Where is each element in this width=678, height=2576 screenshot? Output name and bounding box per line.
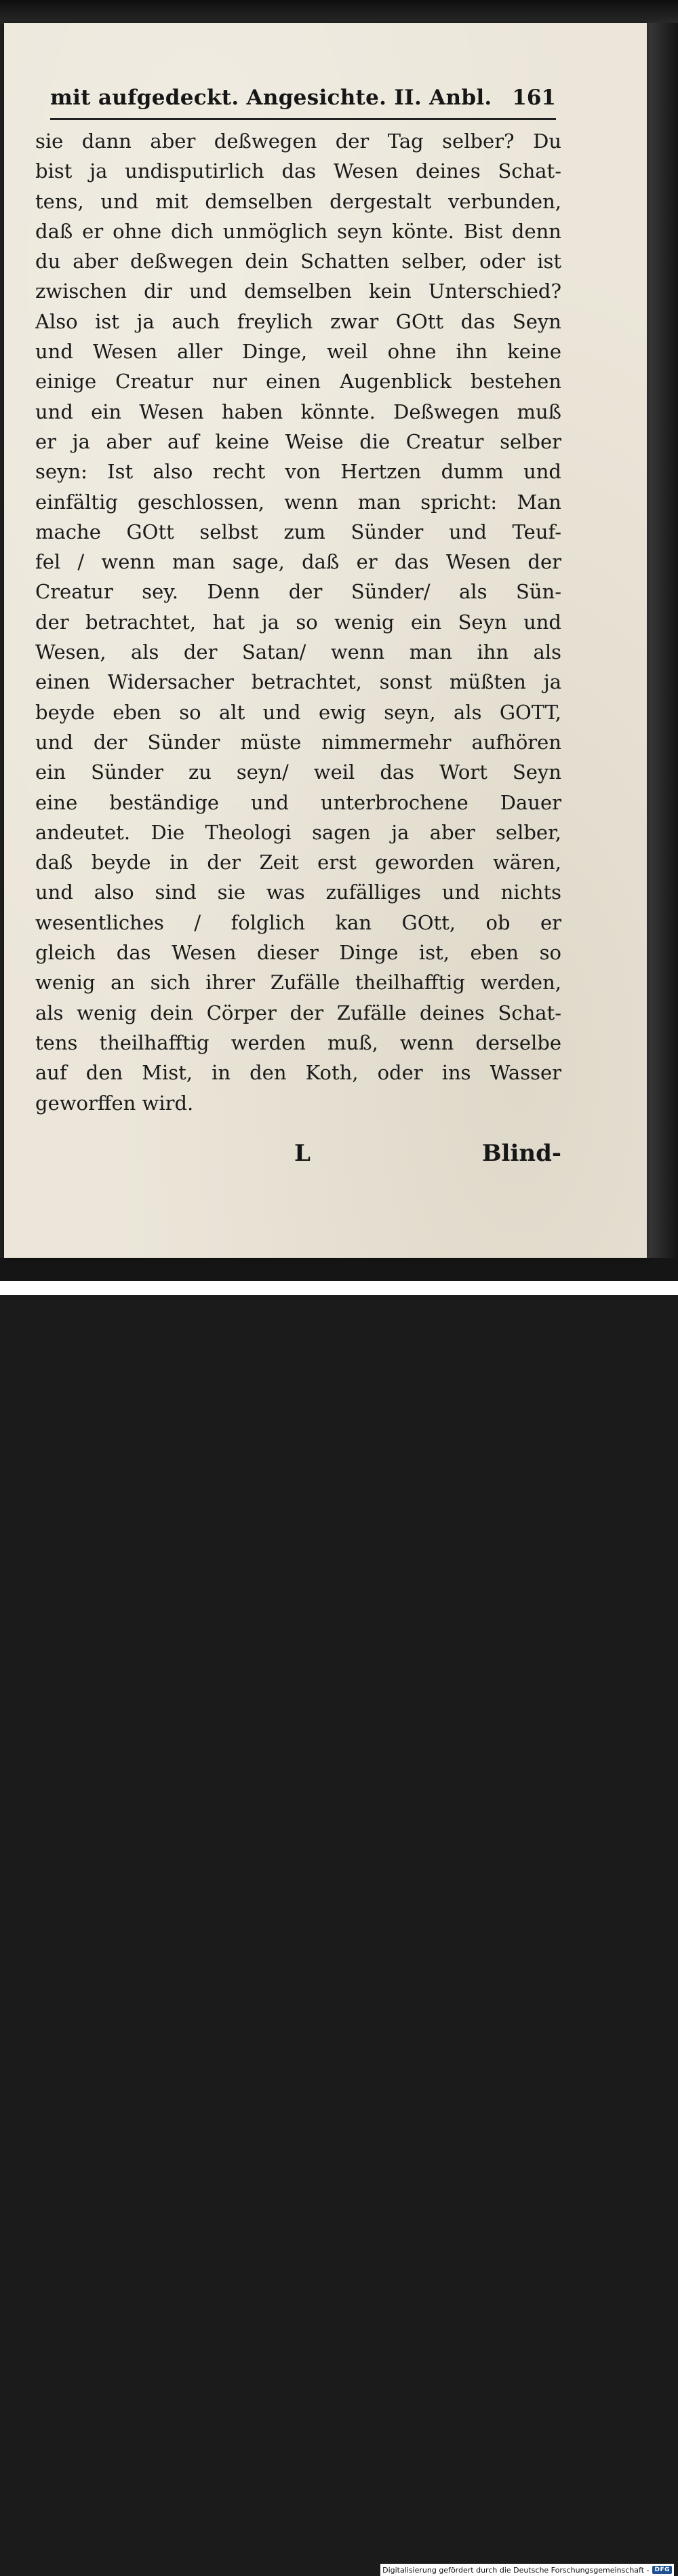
text-line: Also ist ja auch freylich zwar GOtt das Seyn (35, 309, 561, 333)
text-line: Wesen, als der Satan/ wenn man ihn als (35, 640, 561, 664)
page-foot (35, 1140, 561, 1174)
text-line: ein Sünder zu seyn/ weil das Wort Seyn (35, 761, 561, 784)
text-line: und Wesen aller Dinge, weil ohne ihn keine (35, 340, 561, 364)
funding-credit (380, 2564, 674, 2576)
text-line: gleich das Wesen dieser Dinge ist, eben so (35, 941, 561, 965)
text-line: eine beständige und unterbrochene Dauer (35, 790, 561, 814)
text-line: und also sind sie was zufälliges und nichts (35, 881, 561, 904)
text-line: tens, und mit demselben dergestalt verbunden, (35, 189, 561, 213)
text-line: tens theilhafftig werden muß, wenn derselbe (35, 1031, 561, 1054)
text-line: seyn: Ist also recht von Hertzen dumm und (35, 460, 561, 484)
signature-mark: L (294, 1140, 311, 1167)
text-line: der betrachtet, hat ja so wenig ein Seyn und (35, 610, 561, 634)
body-text (35, 126, 561, 1118)
catchword: Blind- (481, 1140, 561, 1167)
text-line: daß er ohne dich unmöglich seyn könte. Bist denn (35, 219, 561, 243)
page-number: 161 (512, 85, 556, 110)
text-line: wenig an sich ihrer Zufälle theilhafftig werden, (35, 971, 561, 995)
text-line: sie dann aber deßwegen der Tag selber? Du (35, 130, 561, 153)
text-line-last: geworffen wird. (35, 1091, 194, 1115)
text-line: auf den Mist, in den Koth, oder ins Wasser (35, 1061, 561, 1085)
text-line: Creatur sey. Denn der Sünder/ als Sün- (35, 580, 561, 604)
text-line: er ja aber auf keine Weise die Creatur selber (35, 429, 561, 453)
text-line: daß beyde in der Zeit erst geworden wären, (35, 851, 561, 874)
running-head-title: mit aufgedeckt. Angesichte. II. Anbl. (50, 85, 492, 110)
scan-right-edge (647, 23, 678, 1258)
text-line: einige Creatur nur einen Augenblick bestehen (35, 370, 561, 393)
text-line: bist ja undisputirlich das Wesen deines Schat- (35, 159, 561, 183)
funding-credit-text: Digitalisierung gefördert durch die Deutsche Forschungsgemeinschaft - (382, 2565, 650, 2575)
text-line: fel / wenn man sage, daß er das Wesen der (35, 550, 561, 574)
text-line: einfältig geschlossen, wenn man spricht: Man (35, 490, 561, 514)
text-line: und ein Wesen haben könnte. Deßwegen muß (35, 400, 561, 423)
text-line: beyde eben so alt und ewig seyn, als GOTT, (35, 700, 561, 724)
text-line: wesentliches / folglich kan GOtt, ob er (35, 910, 561, 934)
text-line: du aber deßwegen dein Schatten selber, oder ist (35, 250, 561, 273)
text-line: als wenig dein Cörper der Zufälle deines Schat- (35, 1001, 561, 1024)
text-line: andeutet. Die Theologi sagen ja aber selber, (35, 820, 561, 844)
text-line: einen Widersacher betrachtet, sonst müßten ja (35, 670, 561, 694)
text-line: mache GOtt selbst zum Sünder und Teuf- (35, 520, 561, 543)
text-line: zwischen dir und demselben kein Unterschied? (35, 280, 561, 303)
running-head (50, 83, 556, 120)
footer-bar (0, 1281, 678, 2575)
text-line: und der Sünder müste nimmermehr aufhören (35, 730, 561, 754)
dfg-logo: DFG (652, 2566, 672, 2574)
scan-bottom-edge (0, 1258, 678, 1281)
scan-top-edge (0, 0, 678, 24)
